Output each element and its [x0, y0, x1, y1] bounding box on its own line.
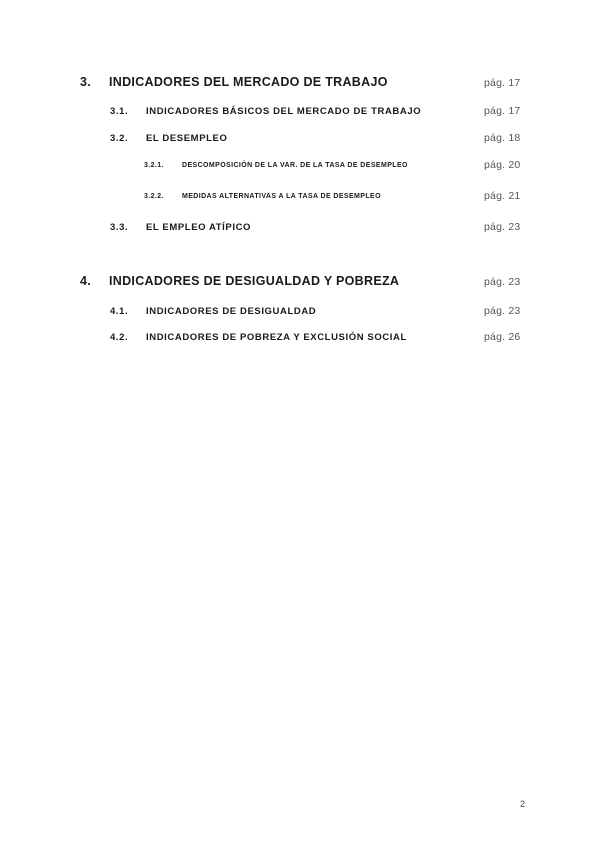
toc-entry-page: pág. 23 [484, 305, 521, 317]
toc-entry-number: 3.2.1. [144, 162, 164, 169]
toc-entry-number: 3. [80, 75, 92, 89]
toc-entry-title: EL EMPLEO ATÍPICO [146, 222, 252, 233]
toc-entry-number: 3.2.2. [144, 193, 164, 200]
toc-entry-page: pág. 21 [484, 190, 521, 202]
toc-entry-title: EL DESEMPLEO [146, 133, 228, 144]
toc-entry-title: INDICADORES DEL MERCADO DE TRABAJO [109, 75, 388, 89]
toc-entry-page: pág. 17 [484, 77, 521, 89]
toc-entry-page: pág. 18 [484, 132, 521, 144]
toc-entry-number: 3.2. [110, 133, 129, 144]
toc-entry-page: pág. 23 [484, 221, 521, 233]
toc-entry-number: 3.1. [110, 106, 129, 117]
toc-entry-title: DESCOMPOSICIÓN DE LA VAR. DE LA TASA DE DESEMPLEO [182, 162, 408, 169]
toc-entry-number: 4. [80, 274, 92, 288]
toc-entry-title: INDICADORES DE DESIGUALDAD [146, 306, 317, 317]
toc-entry-number: 4.1. [110, 306, 129, 317]
toc-entry-title: INDICADORES DE POBREZA Y EXCLUSIÓN SOCIAL [146, 332, 407, 343]
toc-entry-page: pág. 17 [484, 105, 521, 117]
toc-entry-title: INDICADORES BÁSICOS DEL MERCADO DE TRABAJO [146, 106, 422, 117]
toc-entry-number: 3.3. [110, 222, 129, 233]
toc-entry-page: pág. 20 [484, 159, 521, 171]
toc-entry-page: pág. 26 [484, 331, 521, 343]
toc-entry-page: pág. 23 [484, 276, 521, 288]
page-number: 2 [520, 799, 526, 809]
toc-entry-number: 4.2. [110, 332, 129, 343]
toc-entry-title: MEDIDAS ALTERNATIVAS A LA TASA DE DESEMPLEO [182, 193, 381, 200]
toc-entry-title: INDICADORES DE DESIGUALDAD Y POBREZA [109, 274, 400, 288]
